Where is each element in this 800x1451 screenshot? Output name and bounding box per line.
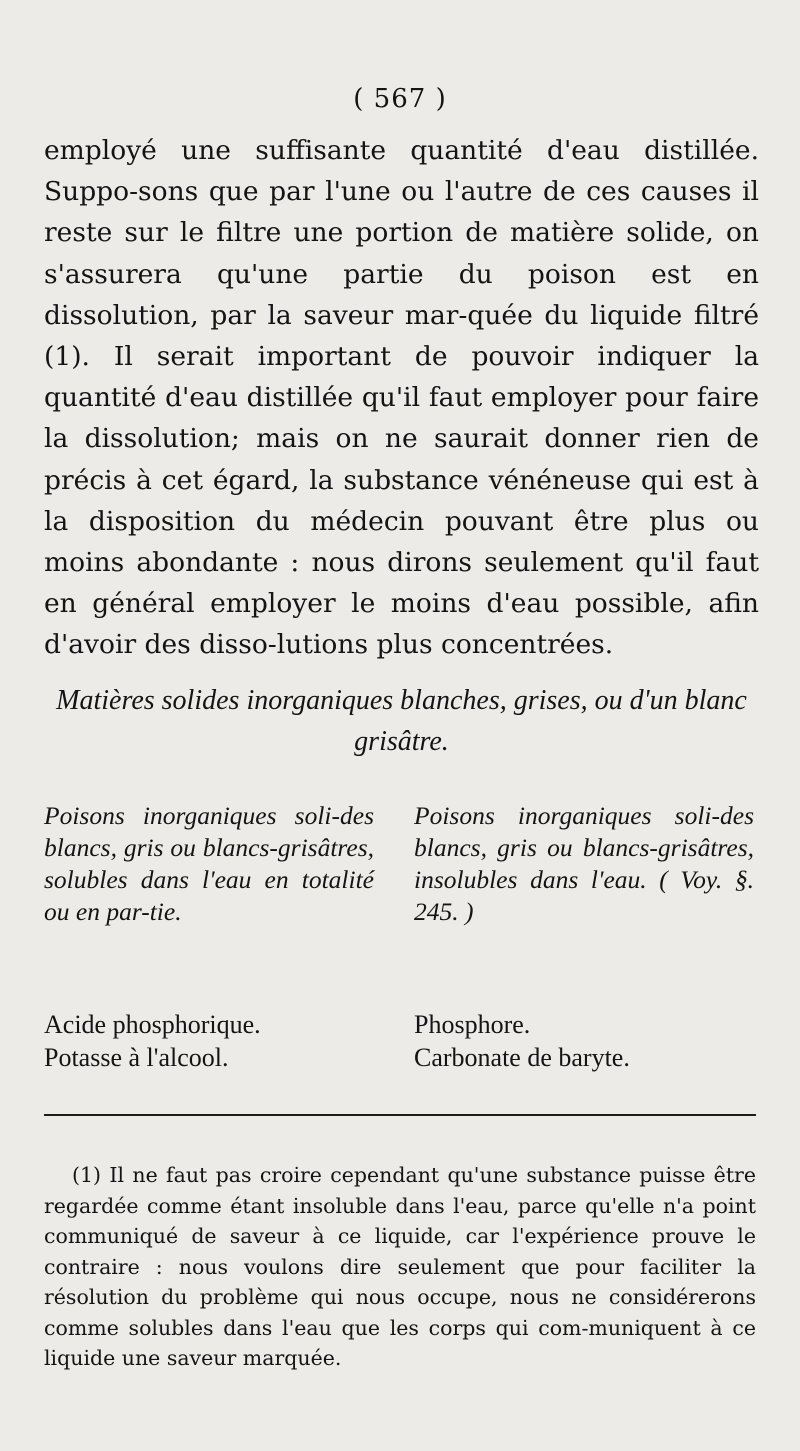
list-item: Phosphore. [414,1010,531,1039]
body-text [44,130,759,666]
section-heading: Matières solides inorganiques blanches, grises, ou d'un blanc grisâtre. [56,685,747,757]
column-heading-insoluble: Poisons inorganiques soli-des blancs, gris ou blancs-grisâtres, insolubles dans l'eau. ( Voy. §. 245. ) [414,801,754,926]
page-number: ( 567 ) [353,84,447,114]
two-column-table [44,800,759,970]
column-heading-soluble: Poisons inorganiques soli-des blancs, gris ou blancs-grisâtres, solubles dans l'eau en totalité ou en par-tie. [44,801,374,926]
footnote-rule [44,1114,756,1116]
footnote-text: (1) Il ne faut pas croire cependant qu'une substance puisse être regardée comme étant insoluble dans l'eau, parce qu'elle n'a point communiqué de saveur à ce liquide, car l'expérience prouve le contraire : nous voulons dire seulement que pour faciliter la résolution du problème qui nous occupe, nous ne considérerons comme solubles dans l'eau que les corps qui com-muniquent à ce liquide une saveur marquée. [44,1163,756,1370]
list-item: Carbonate de baryte. [414,1043,630,1072]
body-paragraph: employé une suffisante quantité d'eau distillée. Suppo-sons que par l'une ou l'autre de ces causes il reste sur le filtre une portion de matière solide, on s'assurera qu'une partie du poison est en dissolution, par la saveur mar-quée du liquide filtré (1). Il serait important de pouvoir indiquer la quantité d'eau distillée qu'il faut employer pour faire la dissolution; mais on ne saurait donner rien de précis à cet égard, la substance vénéneuse qui est à la disposition du médecin pouvant être plus ou moins abondante : nous dirons seulement qu'il faut en général employer le moins d'eau possible, afin d'avoir des disso-lutions plus concentrées. [44,135,759,661]
list-item: Acide phosphorique. [44,1010,261,1039]
soluble-substances [44,1008,261,1074]
insoluble-substances [414,1008,630,1074]
footnote [44,1160,756,1374]
list-item: Potasse à l'alcool. [44,1043,229,1072]
